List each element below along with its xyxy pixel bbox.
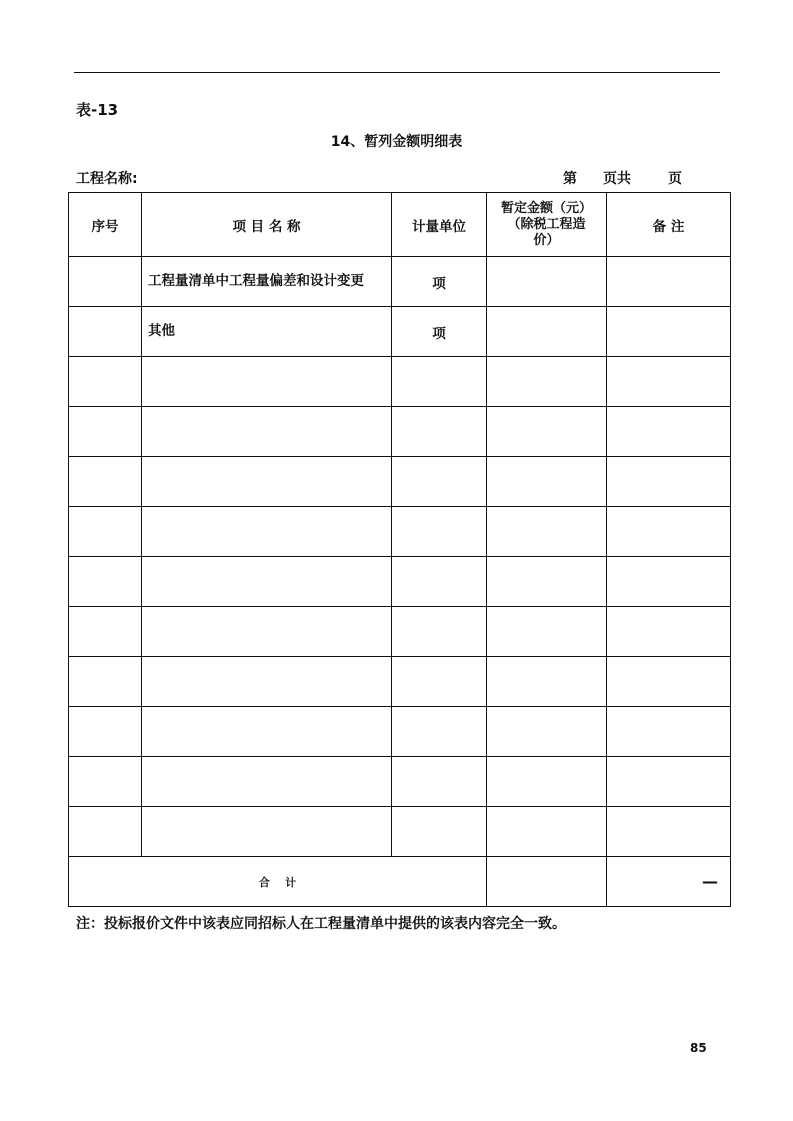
row-name-cell <box>142 507 392 557</box>
row-unit-cell: 项 <box>392 257 487 307</box>
header-amount-line3: 价） <box>533 233 560 248</box>
row-amount-cell <box>487 307 607 357</box>
row-unit-cell <box>392 657 487 707</box>
table-row <box>69 557 731 607</box>
row-name-cell <box>142 357 392 407</box>
row-name-cell <box>142 657 392 707</box>
header-rule <box>74 72 720 73</box>
row-amount-cell <box>487 807 607 857</box>
page-number: 85 <box>690 1041 707 1055</box>
document-title: 14、暂列金额明细表 <box>330 134 463 150</box>
page-info-ye: 页 <box>668 171 682 187</box>
row-seq-cell <box>69 807 142 857</box>
row-amount-cell <box>487 257 607 307</box>
row-name-cell <box>142 807 392 857</box>
table-row <box>69 257 731 307</box>
project-name-label: 工程名称: <box>76 171 138 187</box>
row-seq-cell <box>69 657 142 707</box>
row-remark-cell <box>607 757 731 807</box>
provisional-sum-table <box>68 192 731 907</box>
table-row <box>69 807 731 857</box>
row-seq-cell <box>69 307 142 357</box>
row-remark-cell <box>607 707 731 757</box>
row-amount-cell <box>487 607 607 657</box>
row-remark-cell <box>607 607 731 657</box>
table-row <box>69 707 731 757</box>
row-amount-cell <box>487 557 607 607</box>
row-remark-cell <box>607 257 731 307</box>
row-seq-cell <box>69 357 142 407</box>
row-remark-cell <box>607 357 731 407</box>
row-seq-cell <box>69 757 142 807</box>
row-name-cell <box>142 407 392 457</box>
header-amount-line2: （除税工程造 <box>507 217 586 232</box>
header-unit: 计量单位 <box>392 193 487 257</box>
header-amount <box>487 193 607 257</box>
total-amount-cell <box>487 857 607 907</box>
page-info-ye-gong: 页共 <box>603 171 631 187</box>
footnote: 注：投标报价文件中该表应同招标人在工程量清单中提供的该表内容完全一致。 <box>76 916 566 932</box>
row-amount-cell <box>487 707 607 757</box>
row-name-cell: 其他 <box>142 307 392 357</box>
row-remark-cell <box>607 557 731 607</box>
row-unit-cell <box>392 757 487 807</box>
row-unit-cell <box>392 357 487 407</box>
table-row <box>69 757 731 807</box>
table-number: 表-13 <box>76 101 119 119</box>
table-row <box>69 657 731 707</box>
row-name-cell <box>142 607 392 657</box>
row-amount-cell <box>487 507 607 557</box>
table-row <box>69 457 731 507</box>
row-unit-cell <box>392 507 487 557</box>
row-unit-cell <box>392 407 487 457</box>
header-amount-line1: 暂定金额（元） <box>500 201 592 216</box>
row-amount-cell <box>487 657 607 707</box>
row-remark-cell <box>607 807 731 857</box>
row-seq-cell <box>69 457 142 507</box>
row-name-cell <box>142 557 392 607</box>
row-amount-cell <box>487 357 607 407</box>
table-row <box>69 507 731 557</box>
row-unit-cell: 项 <box>392 307 487 357</box>
row-remark-cell <box>607 307 731 357</box>
row-unit-cell <box>392 457 487 507</box>
row-name-cell <box>142 757 392 807</box>
row-amount-cell <box>487 407 607 457</box>
row-unit-cell <box>392 807 487 857</box>
table-row <box>69 407 731 457</box>
row-name-cell <box>142 707 392 757</box>
row-amount-cell <box>487 757 607 807</box>
row-name-cell: 工程量清单中工程量偏差和设计变更 <box>142 257 392 307</box>
row-remark-cell <box>607 407 731 457</box>
row-unit-cell <box>392 707 487 757</box>
row-amount-cell <box>487 457 607 507</box>
header-remark: 备 注 <box>607 193 731 257</box>
table-row <box>69 607 731 657</box>
table-header-row <box>69 193 731 257</box>
page-info-di: 第 <box>563 171 577 187</box>
total-remark-cell: — <box>607 857 731 907</box>
total-label: 合 计 <box>69 857 487 907</box>
row-seq-cell <box>69 257 142 307</box>
row-unit-cell <box>392 557 487 607</box>
row-unit-cell <box>392 607 487 657</box>
header-seq: 序号 <box>69 193 142 257</box>
row-remark-cell <box>607 507 731 557</box>
row-seq-cell <box>69 557 142 607</box>
row-seq-cell <box>69 507 142 557</box>
row-remark-cell <box>607 657 731 707</box>
header-item-name: 项 目 名 称 <box>142 193 392 257</box>
row-name-cell <box>142 457 392 507</box>
row-seq-cell <box>69 607 142 657</box>
table-row <box>69 357 731 407</box>
total-row <box>69 857 731 907</box>
row-remark-cell <box>607 457 731 507</box>
row-seq-cell <box>69 407 142 457</box>
table-row <box>69 307 731 357</box>
row-seq-cell <box>69 707 142 757</box>
